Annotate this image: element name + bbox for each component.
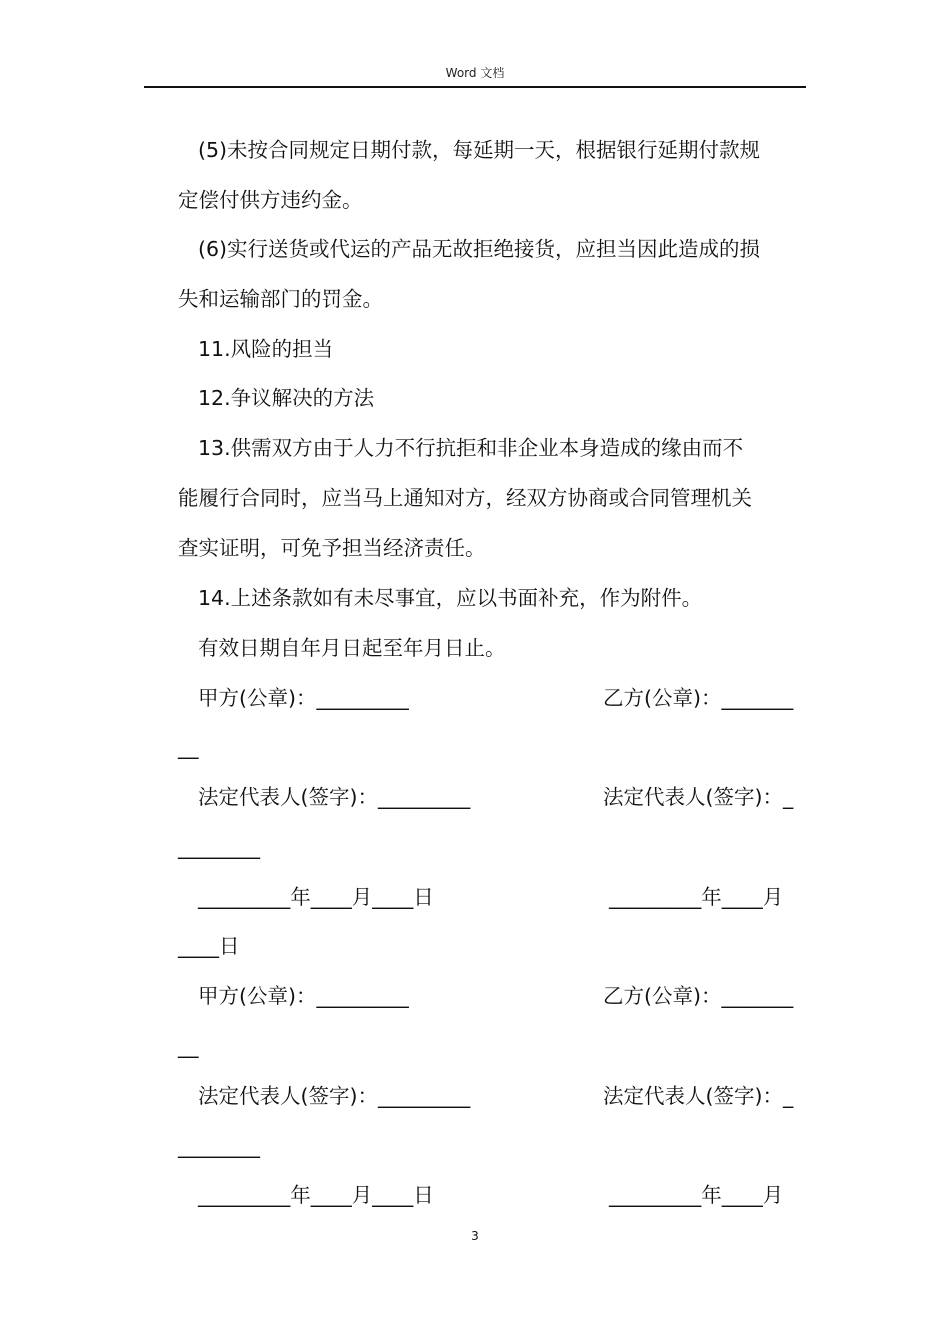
document-line: _________年____月 — [609, 885, 784, 909]
document-line: 甲方(公章)：_________ — [198, 984, 409, 1008]
document-line: 法定代表人(签字)：_________ — [198, 785, 471, 809]
document-line: __ — [178, 735, 199, 759]
document-line: 失和运输部门的罚金。 — [178, 287, 383, 311]
document-line: (5)未按合同规定日期付款，每延期一天，根据银行延期付款规 — [198, 138, 761, 162]
document-line: 乙方(公章)：_______ — [603, 686, 794, 710]
document-line: 14.上述条款如有未尽事宜，应以书面补充，作为附件。 — [198, 586, 703, 610]
document-line: _________年____月____日 — [198, 885, 434, 909]
document-line: 甲方(公章)：_________ — [198, 686, 409, 710]
document-line: 法定代表人(签字)：_ — [603, 785, 794, 809]
document-line: 乙方(公章)：_______ — [603, 984, 794, 1008]
document-line: _________年____月____日 — [198, 1183, 434, 1207]
document-line: 13.供需双方由于人力不行抗拒和非企业本身造成的缘由而不 — [198, 436, 744, 460]
document-line: __ — [178, 1034, 199, 1058]
document-line: _________年____月 — [609, 1183, 784, 1207]
document-line: ________ — [178, 835, 260, 859]
document-line: 能履行合同时，应当马上通知对方，经双方协商或合同管理机关 — [178, 486, 752, 510]
document-line: ____日 — [178, 934, 240, 958]
document-line: 法定代表人(签字)：_ — [603, 1084, 794, 1108]
document-line: 法定代表人(签字)：_________ — [198, 1084, 471, 1108]
page-header: Word 文档 — [445, 66, 505, 80]
page-number: 3 — [471, 1229, 479, 1243]
header-divider — [144, 86, 806, 88]
document-line: 12.争议解决的方法 — [198, 386, 375, 410]
document-line: 有效日期自年月日起至年月日止。 — [198, 636, 506, 660]
document-line: 11.风险的担当 — [198, 337, 334, 361]
document-line: (6)实行送货或代运的产品无故拒绝接货，应担当因此造成的损 — [198, 237, 761, 261]
document-line: 定偿付供方违约金。 — [178, 188, 363, 212]
document-line: 查实证明，可免予担当经济责任。 — [178, 536, 486, 560]
document-line: ________ — [178, 1134, 260, 1158]
